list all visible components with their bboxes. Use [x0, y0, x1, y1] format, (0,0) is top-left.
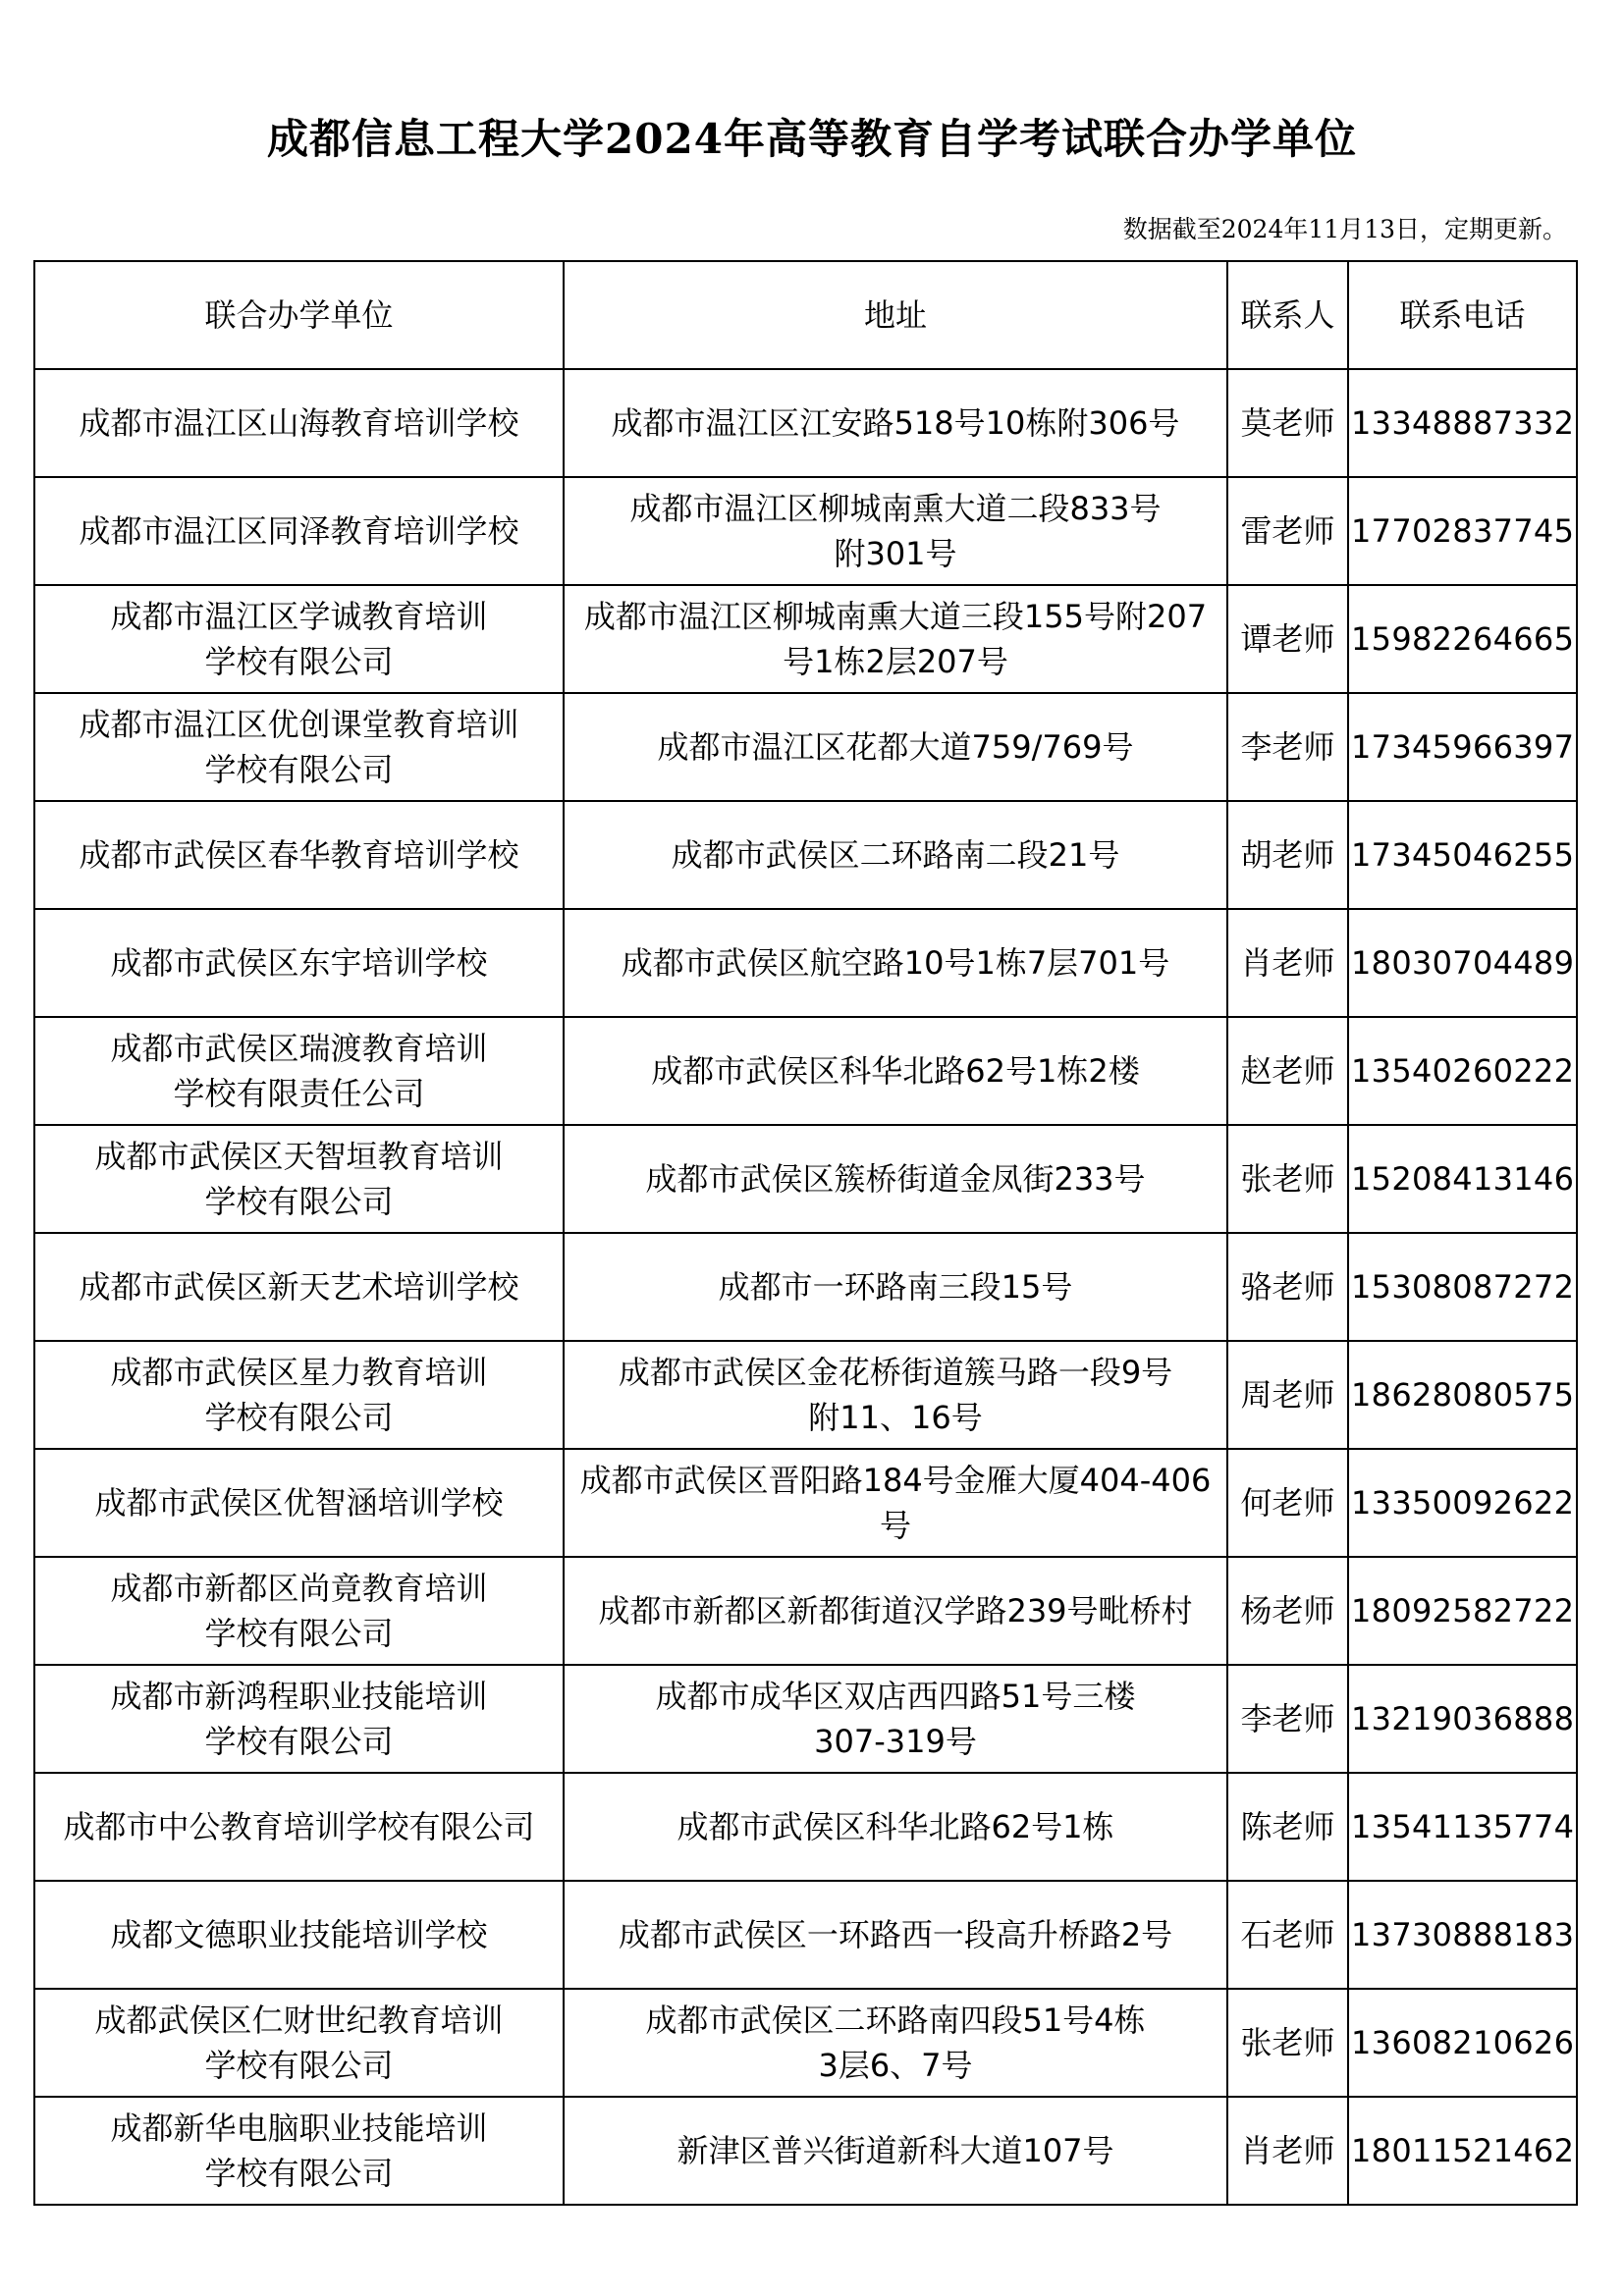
- table-row: [34, 1449, 1577, 1557]
- address-cell-text: 新津区普兴街道新科大道107号: [677, 2132, 1114, 2169]
- phone-number-cell: [1348, 801, 1577, 909]
- phone-number-cell-text: 18030704489: [1351, 944, 1575, 982]
- table-row: [34, 1557, 1577, 1665]
- header-phone: 联系电话: [1348, 261, 1577, 369]
- table-row: [34, 585, 1577, 693]
- contact-person-cell: [1227, 1665, 1348, 1773]
- table-row: [34, 1125, 1577, 1233]
- unit-name-cell: [34, 585, 564, 693]
- unit-name-cell-text: 成都市新鸿程职业技能培训 学校有限公司: [110, 1678, 488, 1760]
- phone-number-cell-text: 15308087272: [1351, 1268, 1575, 1306]
- table-row: [34, 801, 1577, 909]
- address-cell-text: 成都市温江区花都大道759/769号: [657, 728, 1134, 766]
- unit-name-cell: [34, 1773, 564, 1881]
- phone-number-cell: [1348, 1017, 1577, 1125]
- table-row: [34, 1017, 1577, 1125]
- phone-number-cell: [1348, 1665, 1577, 1773]
- contact-person-cell-text: 骆老师: [1240, 1268, 1335, 1306]
- table-row: [34, 2097, 1577, 2205]
- contact-person-cell: [1227, 909, 1348, 1017]
- phone-number-cell-text: 15208413146: [1351, 1160, 1575, 1198]
- unit-name-cell: [34, 1881, 564, 1989]
- unit-name-cell: [34, 1449, 564, 1557]
- address-cell: [564, 1017, 1227, 1125]
- phone-number-cell-text: 13541135774: [1351, 1808, 1575, 1845]
- unit-name-cell: [34, 1665, 564, 1773]
- address-cell: [564, 1557, 1227, 1665]
- unit-name-cell-text: 成都市温江区同泽教育培训学校: [79, 512, 519, 550]
- contact-person-cell: [1227, 1773, 1348, 1881]
- contact-person-cell: [1227, 1989, 1348, 2097]
- contact-person-cell-text: 何老师: [1240, 1484, 1335, 1522]
- unit-name-cell-text: 成都市新都区尚竟教育培训 学校有限公司: [110, 1570, 488, 1652]
- address-cell: [564, 1989, 1227, 2097]
- address-cell: [564, 1341, 1227, 1449]
- phone-number-cell-text: 17345046255: [1351, 836, 1575, 874]
- address-cell-text: 成都市武侯区二环路南四段51号4栋 3层6、7号: [645, 2002, 1146, 2084]
- contact-person-cell: [1227, 1881, 1348, 1989]
- contact-person-cell-text: 谭老师: [1240, 620, 1335, 658]
- address-cell-text: 成都市武侯区一环路西一段高升桥路2号: [618, 1916, 1173, 1953]
- partner-units-table: [33, 260, 1578, 2206]
- contact-person-cell: [1227, 369, 1348, 477]
- unit-name-cell: [34, 909, 564, 1017]
- phone-number-cell-text: 13730888183: [1351, 1916, 1575, 1953]
- phone-number-cell: [1348, 909, 1577, 1017]
- address-cell-text: 成都市温江区柳城南熏大道三段155号附207 号1栋2层207号: [583, 598, 1208, 680]
- header-unit: 联合办学单位: [34, 261, 564, 369]
- unit-name-cell: [34, 1125, 564, 1233]
- table-row: [34, 1341, 1577, 1449]
- address-cell-text: 成都市武侯区二环路南二段21号: [671, 836, 1120, 874]
- unit-name-cell: [34, 693, 564, 801]
- unit-name-cell-text: 成都市武侯区优智涵培训学校: [94, 1484, 504, 1522]
- header-address: 地址: [564, 261, 1227, 369]
- address-cell: [564, 1773, 1227, 1881]
- address-cell: [564, 909, 1227, 1017]
- address-cell: [564, 477, 1227, 585]
- phone-number-cell: [1348, 1449, 1577, 1557]
- phone-number-cell: [1348, 477, 1577, 585]
- phone-number-cell-text: 15982264665: [1351, 620, 1575, 658]
- contact-person-cell: [1227, 693, 1348, 801]
- address-cell: [564, 801, 1227, 909]
- phone-number-cell: [1348, 1557, 1577, 1665]
- phone-number-cell-text: 17345966397: [1351, 728, 1575, 766]
- table-row: [34, 1233, 1577, 1341]
- phone-number-cell-text: 13219036888: [1351, 1700, 1575, 1737]
- contact-person-cell: [1227, 585, 1348, 693]
- unit-name-cell: [34, 1233, 564, 1341]
- unit-name-cell-text: 成都文德职业技能培训学校: [110, 1916, 488, 1953]
- contact-person-cell: [1227, 1233, 1348, 1341]
- table-row: [34, 1881, 1577, 1989]
- contact-person-cell-text: 张老师: [1240, 1160, 1335, 1198]
- contact-person-cell: [1227, 2097, 1348, 2205]
- unit-name-cell: [34, 1341, 564, 1449]
- address-cell-text: 成都市温江区江安路518号10栋附306号: [611, 404, 1180, 442]
- table-row: [34, 909, 1577, 1017]
- contact-person-cell: [1227, 1449, 1348, 1557]
- contact-person-cell-text: 杨老师: [1240, 1592, 1335, 1629]
- phone-number-cell-text: 13540260222: [1351, 1052, 1575, 1090]
- address-cell-text: 成都市温江区柳城南熏大道二段833号 附301号: [629, 490, 1162, 572]
- phone-number-cell: [1348, 1125, 1577, 1233]
- unit-name-cell: [34, 1017, 564, 1125]
- phone-number-cell-text: 17702837745: [1351, 512, 1575, 550]
- address-cell: [564, 585, 1227, 693]
- unit-name-cell-text: 成都市温江区学诚教育培训 学校有限公司: [110, 598, 488, 680]
- address-cell-text: 成都市新都区新都街道汉学路239号毗桥村: [598, 1592, 1193, 1629]
- contact-person-cell-text: 张老师: [1240, 2024, 1335, 2061]
- unit-name-cell-text: 成都市中公教育培训学校有限公司: [63, 1808, 535, 1845]
- contact-person-cell-text: 李老师: [1240, 728, 1335, 766]
- phone-number-cell: [1348, 585, 1577, 693]
- unit-name-cell: [34, 1989, 564, 2097]
- contact-person-cell-text: 胡老师: [1240, 836, 1335, 874]
- unit-name-cell-text: 成都市武侯区新天艺术培训学校: [79, 1268, 519, 1306]
- contact-person-cell-text: 陈老师: [1240, 1808, 1335, 1845]
- address-cell-text: 成都市成华区双店西四路51号三楼 307-319号: [655, 1678, 1136, 1760]
- address-cell: [564, 1881, 1227, 1989]
- phone-number-cell-text: 13608210626: [1351, 2024, 1575, 2061]
- address-cell-text: 成都市一环路南三段15号: [718, 1268, 1073, 1306]
- unit-name-cell-text: 成都市武侯区东宇培训学校: [110, 944, 488, 982]
- phone-number-cell-text: 18628080575: [1351, 1376, 1575, 1414]
- address-cell: [564, 1665, 1227, 1773]
- contact-person-cell-text: 莫老师: [1240, 404, 1335, 442]
- unit-name-cell: [34, 1557, 564, 1665]
- contact-person-cell: [1227, 477, 1348, 585]
- phone-number-cell: [1348, 693, 1577, 801]
- unit-name-cell-text: 成都市武侯区星力教育培训 学校有限公司: [110, 1354, 488, 1436]
- contact-person-cell: [1227, 801, 1348, 909]
- phone-number-cell: [1348, 1341, 1577, 1449]
- header-contact: 联系人: [1227, 261, 1348, 369]
- phone-number-cell: [1348, 1989, 1577, 2097]
- table-row: [34, 693, 1577, 801]
- contact-person-cell: [1227, 1017, 1348, 1125]
- contact-person-cell: [1227, 1125, 1348, 1233]
- phone-number-cell-text: 18011521462: [1351, 2132, 1575, 2169]
- phone-number-cell: [1348, 2097, 1577, 2205]
- address-cell: [564, 1125, 1227, 1233]
- contact-person-cell-text: 石老师: [1240, 1916, 1335, 1953]
- unit-name-cell: [34, 369, 564, 477]
- unit-name-cell-text: 成都市武侯区瑞渡教育培训 学校有限责任公司: [110, 1030, 488, 1112]
- unit-name-cell-text: 成都市温江区山海教育培训学校: [79, 404, 519, 442]
- address-cell: [564, 1233, 1227, 1341]
- contact-person-cell-text: 肖老师: [1240, 944, 1335, 982]
- unit-name-cell: [34, 477, 564, 585]
- address-cell-text: 成都市武侯区簇桥街道金凤街233号: [645, 1160, 1146, 1198]
- address-cell-text: 成都市武侯区金花桥街道簇马路一段9号 附11、16号: [618, 1354, 1173, 1436]
- unit-name-cell-text: 成都新华电脑职业技能培训 学校有限公司: [110, 2109, 488, 2192]
- table-row: [34, 1989, 1577, 2097]
- contact-person-cell-text: 雷老师: [1240, 512, 1335, 550]
- phone-number-cell-text: 18092582722: [1351, 1592, 1575, 1629]
- document-title: 成都信息工程大学2024年高等教育自学考试联合办学单位: [267, 115, 1357, 163]
- unit-name-cell-text: 成都市武侯区春华教育培训学校: [79, 836, 519, 874]
- address-cell: [564, 369, 1227, 477]
- contact-person-cell-text: 赵老师: [1240, 1052, 1335, 1090]
- address-cell: [564, 693, 1227, 801]
- update-note: 数据截至2024年11月13日，定期更新。: [1122, 215, 1567, 243]
- phone-number-cell: [1348, 1233, 1577, 1341]
- phone-number-cell-text: 13350092622: [1351, 1484, 1575, 1522]
- table-row: [34, 1773, 1577, 1881]
- table-row: [34, 477, 1577, 585]
- contact-person-cell-text: 李老师: [1240, 1700, 1335, 1737]
- contact-person-cell-text: 肖老师: [1240, 2132, 1335, 2169]
- unit-name-cell: [34, 2097, 564, 2205]
- table-header-row: [34, 261, 1577, 369]
- contact-person-cell: [1227, 1341, 1348, 1449]
- address-cell: [564, 1449, 1227, 1557]
- contact-person-cell: [1227, 1557, 1348, 1665]
- address-cell: [564, 2097, 1227, 2205]
- unit-name-cell: [34, 801, 564, 909]
- address-cell-text: 成都市武侯区航空路10号1栋7层701号: [621, 944, 1170, 982]
- phone-number-cell: [1348, 1881, 1577, 1989]
- phone-number-cell-text: 13348887332: [1351, 404, 1575, 442]
- address-cell-text: 成都市武侯区晋阳路184号金雁大厦404-406 号: [579, 1462, 1212, 1544]
- unit-name-cell-text: 成都市温江区优创课堂教育培训 学校有限公司: [79, 706, 519, 788]
- phone-number-cell: [1348, 1773, 1577, 1881]
- contact-person-cell-text: 周老师: [1240, 1376, 1335, 1414]
- address-cell-text: 成都市武侯区科华北路62号1栋: [677, 1808, 1114, 1845]
- table-row: [34, 369, 1577, 477]
- table-row: [34, 1665, 1577, 1773]
- unit-name-cell-text: 成都市武侯区天智垣教育培训 学校有限公司: [94, 1138, 504, 1220]
- address-cell-text: 成都市武侯区科华北路62号1栋2楼: [651, 1052, 1140, 1090]
- phone-number-cell: [1348, 369, 1577, 477]
- unit-name-cell-text: 成都武侯区仁财世纪教育培训 学校有限公司: [94, 2002, 504, 2084]
